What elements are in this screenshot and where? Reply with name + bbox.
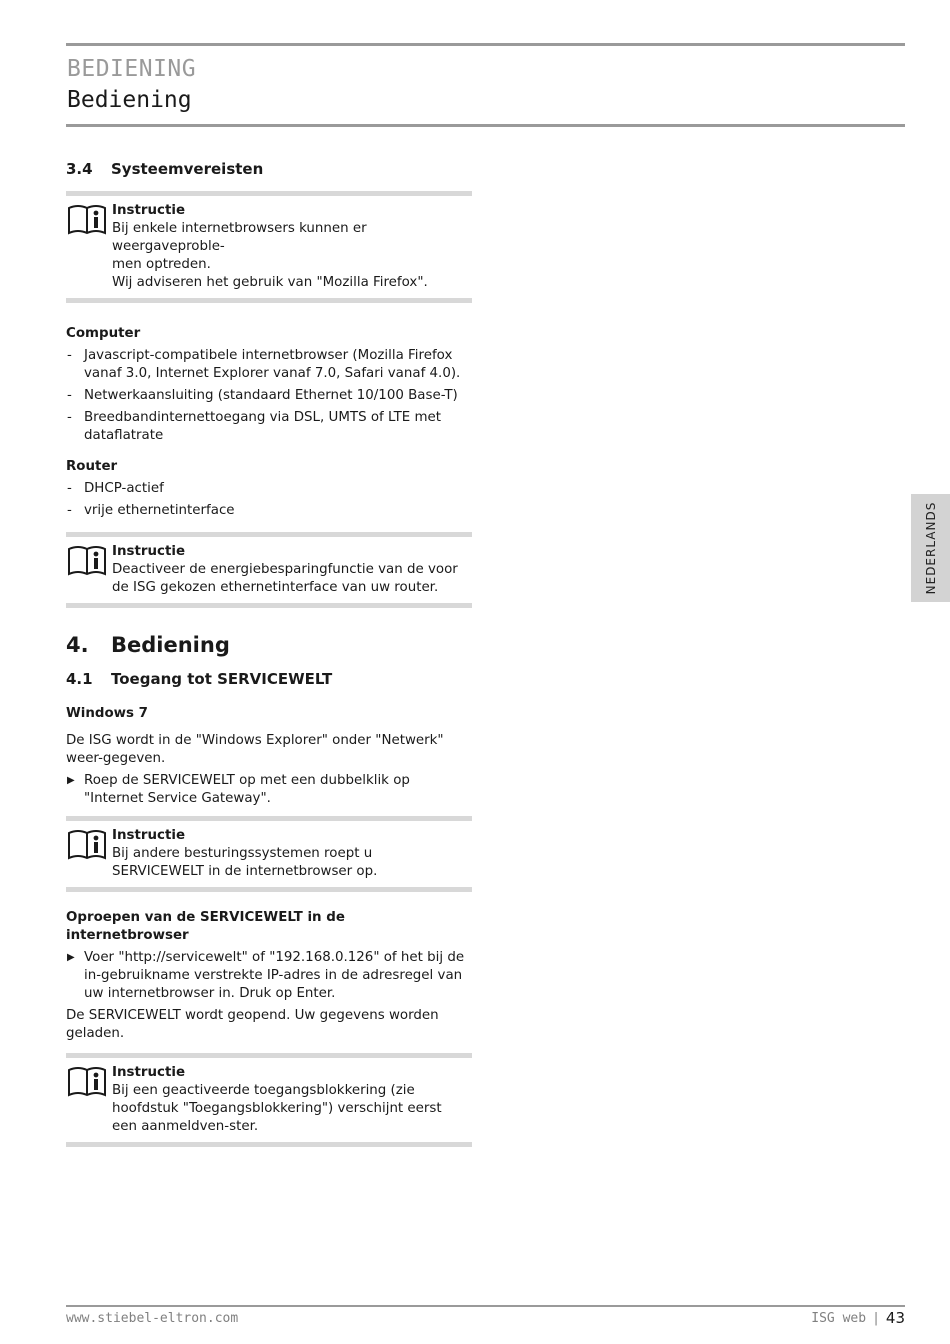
note-line: Wij adviseren het gebruik van "Mozilla Firefox". xyxy=(112,275,428,290)
note-title: Instructie xyxy=(112,828,186,843)
note-title: Instructie xyxy=(112,1065,186,1080)
oproepen-result: De SERVICEWELT wordt geopend. Uw gegevens worden geladen. xyxy=(66,1008,439,1041)
windows-actions xyxy=(66,772,472,808)
list-item: - vrije ethernetinterface xyxy=(66,502,472,520)
note-title: Instructie xyxy=(112,544,186,559)
instruction-note xyxy=(66,191,472,303)
info-book-icon xyxy=(66,202,112,292)
section-label: BEDIENING xyxy=(67,56,197,82)
windows-text: De ISG wordt in de "Windows Explorer" onder "Netwerk" weer-gegeven. xyxy=(66,733,444,766)
footer-rule xyxy=(66,1305,905,1307)
action-item: ▶ Voer "http://servicewelt" of "192.168.0.126" of het bij de in-gebruikname verstrekte IP-adres in de adresregel van uw internetbrowser in. Druk op Enter. xyxy=(66,949,472,1003)
footer-right xyxy=(811,1309,905,1327)
header-bottom-rule xyxy=(66,124,905,127)
info-book-icon xyxy=(66,827,112,881)
router-list xyxy=(66,480,472,520)
list-item: - Netwerkaansluiting (standaard Ethernet 10/100 Base-T) xyxy=(66,387,472,405)
footer-website: www.stiebel-eltron.com xyxy=(66,1311,239,1326)
note-text: Bij een geactiveerde toegangsblokkering (zie hoofdstuk "Toegangsblokkering") verschijnt eerst een aanmeldven-ster. xyxy=(112,1083,442,1134)
instruction-note xyxy=(66,816,472,892)
note-line: men optreden. xyxy=(112,257,211,272)
footer-product: ISG web xyxy=(811,1310,867,1326)
language-tab xyxy=(911,494,950,602)
info-book-icon xyxy=(66,543,112,597)
router-heading: Router xyxy=(66,459,118,474)
list-item: - Javascript-compatibele internetbrowser (Mozilla Firefox vanaf 3.0, Internet Explorer vanaf 7.0, Safari vanaf 4.0). xyxy=(66,347,472,383)
oproepen-actions xyxy=(66,949,472,1003)
windows-heading: Windows 7 xyxy=(66,706,148,721)
footer-separator: | xyxy=(872,1310,880,1326)
note-text: Bij andere besturingssystemen roept u SERVICEWELT in de internetbrowser op. xyxy=(112,846,378,879)
note-line: Bij enkele internetbrowsers kunnen er weergaveproble- xyxy=(112,221,367,254)
language-tab-label: NEDERLANDS xyxy=(923,501,938,595)
list-item: - Breedbandinternettoegang via DSL, UMTS of LTE met dataflatrate xyxy=(66,409,472,445)
header-top-rule xyxy=(66,43,905,46)
instruction-note xyxy=(66,532,472,608)
instruction-note xyxy=(66,1053,472,1147)
list-item: - DHCP-actief xyxy=(66,480,472,498)
page-number: 43 xyxy=(885,1309,905,1327)
info-book-icon xyxy=(66,1064,112,1136)
section-heading-3-4: 3.4 Systeemvereisten xyxy=(66,160,264,178)
action-item: ▶ Roep de SERVICEWELT op met een dubbelklik op "Internet Service Gateway". xyxy=(66,772,472,808)
page-title: Bediening xyxy=(67,87,192,113)
chapter-heading: 4. Bediening xyxy=(66,633,230,657)
section-heading-4-1: 4.1 Toegang tot SERVICEWELT xyxy=(66,670,333,688)
note-text: Deactiveer de energiebesparingfunctie van de voor de ISG gekozen ethernetinterface van uw router. xyxy=(112,562,458,595)
note-title: Instructie xyxy=(112,203,186,218)
oproepen-heading: Oproepen van de SERVICEWELT in de internetbrowser xyxy=(66,910,345,943)
main-column xyxy=(66,160,472,1147)
computer-list xyxy=(66,347,472,445)
computer-heading: Computer xyxy=(66,326,141,341)
